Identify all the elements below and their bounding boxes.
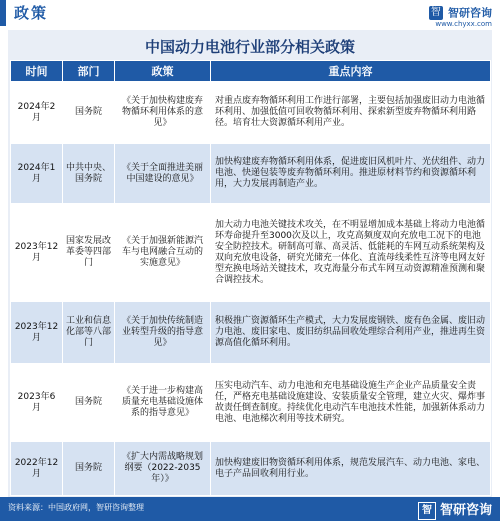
cell-dept: 国务院 (63, 364, 115, 442)
cell-dept: 国务院 (63, 82, 115, 144)
cell-dept: 工业和信息化部等八部门 (63, 302, 115, 364)
policy-panel (8, 30, 492, 517)
table-row (11, 302, 491, 364)
table-title: 中国动力电池行业部分相关政策 (144, 38, 355, 56)
title-accent-bar (0, 0, 6, 26)
source-note: 资料来源：中国政府网，智研咨询整理 (8, 503, 144, 512)
cell-dept: 国务院 (63, 442, 115, 496)
brand-logo-icon: 智 (430, 6, 441, 18)
cell-policy: 《关于加强新能源汽车与电网融合互动的实施意见》 (115, 204, 211, 302)
table-row (11, 442, 491, 496)
top-bar (0, 0, 500, 26)
cell-time: 2024年1月 (11, 144, 63, 204)
cell-time: 2023年6月 (11, 364, 63, 442)
table-row (11, 364, 491, 442)
table-row (11, 82, 491, 144)
header-policy: 政策 (115, 61, 211, 82)
header-content: 重点内容 (211, 61, 491, 82)
brand-name: 智研咨询 (448, 6, 492, 20)
footer-brand-name: 智研咨询 (439, 503, 492, 518)
header-brand (429, 2, 492, 28)
header-time: 时间 (11, 61, 63, 82)
policy-table (10, 60, 491, 496)
section-title: 政策 (14, 4, 49, 22)
header-dept: 部门 (63, 61, 115, 82)
cell-dept: 中共中央、国务院 (63, 144, 115, 204)
footer-bar (0, 497, 500, 521)
cell-time: 2023年12月 (11, 204, 63, 302)
cell-time: 2024年2月 (11, 82, 63, 144)
table-row (11, 144, 491, 204)
table-header-row (11, 61, 491, 82)
cell-policy: 《关于进一步构建高质量充电基础设施体系的指导意见》 (115, 364, 211, 442)
cell-policy: 《关于加快传统制造业转型升级的指导意见》 (115, 302, 211, 364)
footer-brand (418, 499, 492, 520)
cell-content: 积极推广资源循环生产模式，大力发展废钢铁、废有色金属、废旧动力电池、废旧家电、废旧纺织品回收处理综合利用产业，推进再生资源高值化循环利用。 (211, 302, 491, 364)
cell-policy: 《扩大内需战略规划纲要（2022-2035年）》 (115, 442, 211, 496)
table-row (11, 204, 491, 302)
cell-dept: 国家发展改革委等四部门 (63, 204, 115, 302)
cell-content: 对重点废弃物循环利用工作进行部署，主要包括加强废旧动力电池循环利用、加强低值可回收物循环利用、探索新型废弃物循环利用路径。培育壮大资源循环利用产业。 (211, 82, 491, 144)
footer-logo-icon: 智 (418, 502, 436, 520)
cell-policy: 《关于加快构建废弃物循环利用体系的意见》 (115, 82, 211, 144)
cell-content: 加快构建废弃物循环利用体系，促进废旧风机叶片、光伏组件、动力电池、快递包装等废弃物循环利用。推进原材料节约和资源循环利用，大力发展再制造产业。 (211, 144, 491, 204)
cell-content: 加大动力电池关键技术攻关，在不明显增加成本基础上将动力电池循环寿命提升至3000次及以上，攻克高频度双向充放电工况下的电池安全防控技术。研制高可靠、高灵活、低能耗的车网互动系统架构及双向充放电设备，研究光储充一体化、直流母线柔性互济等电网友好型充换电场站关键技术，攻克海量分布式车网互动资源精准预测和聚合调控技术。 (211, 204, 491, 302)
cell-time: 2022年12月 (11, 442, 63, 496)
cell-policy: 《关于全面推进美丽中国建设的意见》 (115, 144, 211, 204)
cell-content: 加快构建废旧物资循环利用体系，规范发展汽车、动力电池、家电、电子产品回收利用行业。 (211, 442, 491, 496)
cell-content: 压实电动汽车、动力电池和充电基础设施生产企业产品质量安全责任，严格充电基础设施建设、安装质量安全管理，建立火灾、爆炸事故责任倒查制度。持续优化电动汽车电池技术性能，加强新体系动力电池、电池梯次利用等技术研究。 (211, 364, 491, 442)
brand-url: www.chyxx.com (435, 20, 492, 28)
cell-time: 2023年12月 (11, 302, 63, 364)
